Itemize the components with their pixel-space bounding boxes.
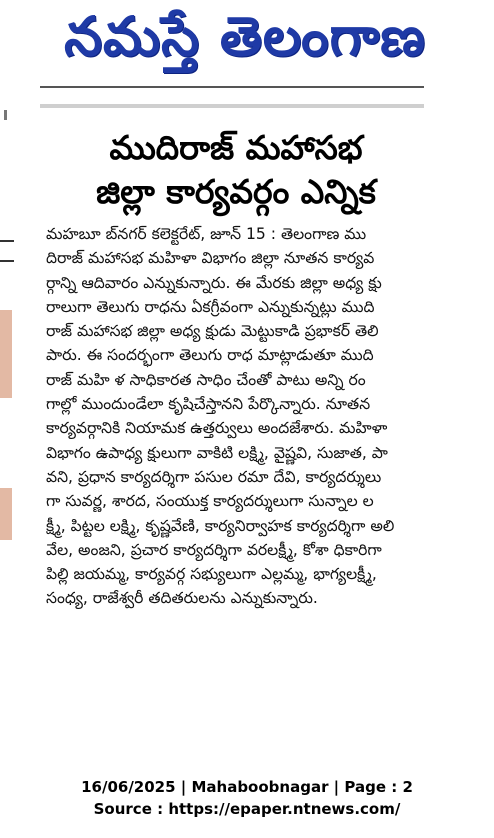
clipping-footer: [0, 776, 494, 820]
adjacent-column-edge: [0, 110, 18, 730]
footer-date-edition-page: 16/06/2025 | Mahaboobnagar | Page : 2: [81, 778, 413, 796]
article-body-line: విభాగం ఉపాధ్య క్షులుగా వాకిటి లక్ష్మి, వైష్ణవి, సుజాత, పా: [46, 443, 388, 462]
article-body-line: గాల్లో ముందుండేలా కృషిచేస్తానని పేర్కొన్నారు. నూతన: [46, 395, 371, 414]
article-headline: [46, 126, 426, 214]
adjacent-photo-edge: [0, 488, 12, 540]
article-body-line: ర్గాన్ని ఆదివారం ఎన్నుకున్నారు. ఈ మేరకు జిల్లా అధ్య క్షు: [46, 273, 382, 292]
article-body-line: మహబూ బ్‌నగర్ కలెక్టరేట్, జూన్ 15 : తెలంగాణ ము: [46, 225, 367, 243]
article-body-line: వేల, అంజని, ప్రచార కార్యదర్శిగా వరలక్ష్మీ, కోశా ధికారిగా: [46, 540, 382, 559]
newspaper-masthead: నమస్తే తెలంగాణ: [64, 4, 426, 68]
article-body-line: క్ష్మీ, పిట్టల లక్ష్మి, కృష్ణవేణి, కార్యనిర్వాహక కార్యదర్శిగా అలి: [46, 516, 395, 535]
headline-line-2: జిల్లా కార్యవర్గం ఎన్నిక: [96, 172, 376, 211]
masthead-divider-shade: [40, 104, 424, 108]
masthead-divider: [40, 86, 424, 88]
adjacent-photo-edge: [0, 310, 12, 398]
footer-source: Source : https://epaper.ntnews.com/: [93, 800, 401, 818]
article-body-line: సంధ్య, రాజేశ్వరీ తదితరులను ఎన్నుకున్నారు.: [46, 589, 318, 608]
article-body-line: రాజ్ మహాసభ జిల్లా అధ్య క్షుడు మెట్టుకాడి ప్రభాకర్ తెలి: [46, 322, 379, 341]
article-body-line: పిల్లి జయమ్మ, కార్యవర్గ సభ్యులుగా ఎల్లమ్మ, భాగ్యలక్ష్మీ,: [46, 565, 377, 584]
article-body: [46, 222, 428, 611]
article-body-line: దిరాజ్ మహాసభ మహిళా విభాగం జిల్లా నూతన కార్యవ: [46, 249, 375, 268]
gutter-mark: [0, 240, 14, 242]
article-body-line: రాజ్ మహి ళ సాధికారత సాధిం చేంతో పాటు అన్ని రం: [46, 370, 366, 389]
article-body-line: వని, ప్రధాన కార్యదర్శిగా పసుల రమా దేవి, కార్యదర్శులు: [46, 467, 382, 486]
article-body-line: గా సువర్ణ, శారద, సంయుక్త కార్యదర్శులుగా సున్నాల ల: [46, 492, 374, 511]
article-body-line: పారు. ఈ సందర్భంగా తెలుగు రాధ మాట్లాడుతూ ముది: [46, 346, 374, 365]
article-body-line: రాలుగా తెలుగు రాధను ఏకగ్రీవంగా ఎన్నుకున్నట్లు ముది: [46, 297, 375, 316]
headline-line-1: ముదిరాజ్ మహాసభ: [109, 128, 363, 167]
gutter-mark: [4, 110, 7, 120]
article-body-line: కార్యవర్గానికి నియామక ఉత్తర్వులు అందజేశారు. మహిళా: [46, 419, 388, 438]
gutter-mark: [0, 260, 14, 262]
